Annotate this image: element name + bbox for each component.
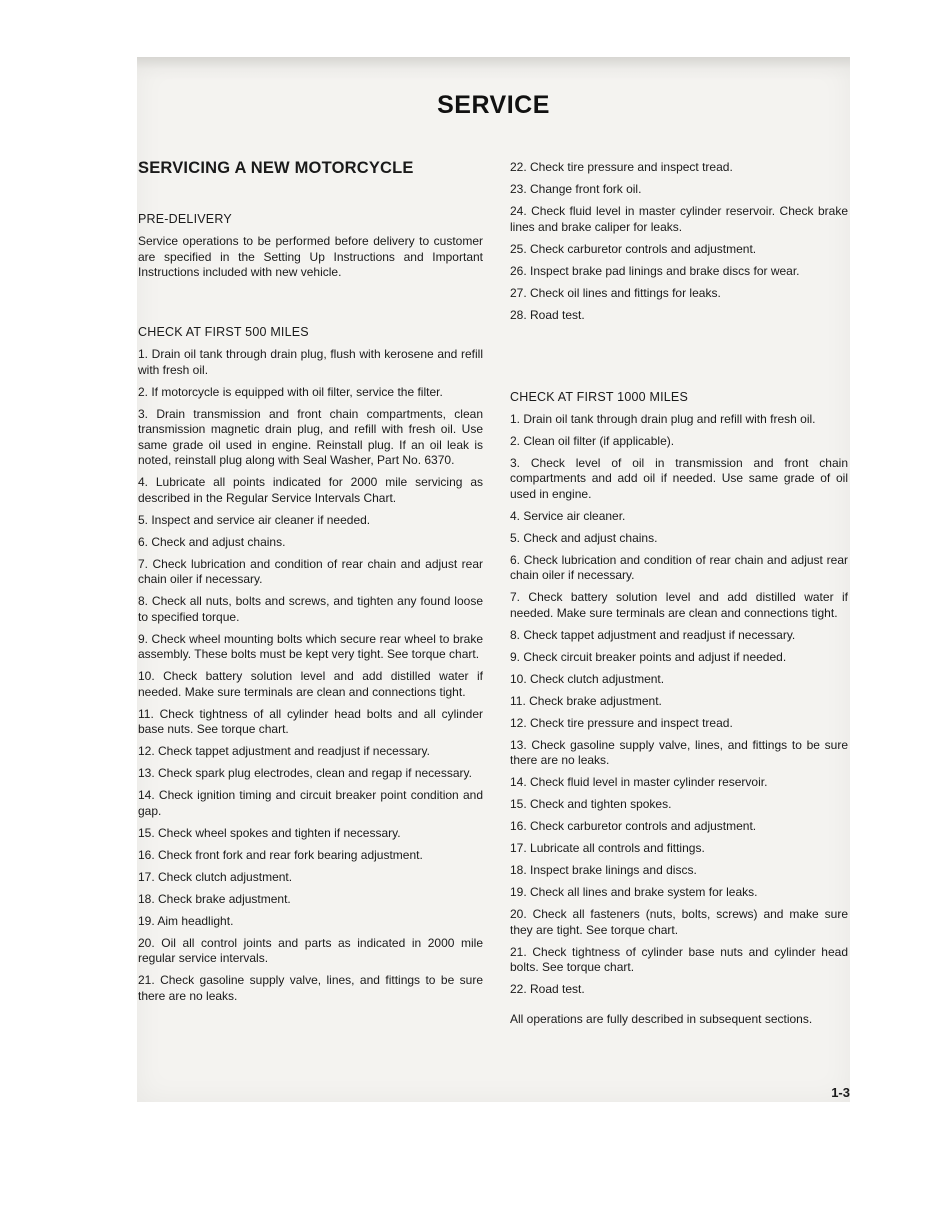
list-item: 19. Aim headlight. (138, 913, 234, 928)
list-item: 20. Oil all control joints and parts as indicated in 2000 mile regular service intervals. (138, 935, 483, 965)
list-item: 28. Road test. (510, 307, 585, 322)
list-item: 9. Check wheel mounting bolts which secure rear wheel to brake assembly. These bolts must be kept very tight. See torque chart. (138, 631, 483, 661)
list-item: 15. Check and tighten spokes. (510, 797, 672, 811)
list-item: 2. Clean oil filter (if applicable). (510, 433, 675, 448)
list-item: 27. Check oil lines and fittings for leaks. (510, 285, 721, 300)
list-item: 1. Drain oil tank through drain plug and refill with fresh oil. (510, 411, 816, 426)
list-item: 21. Check gasoline supply valve, lines, and fittings to be sure there are no leaks. (138, 973, 483, 1003)
list-item: 18. Check brake adjustment. (138, 891, 291, 906)
list-item: 9. Check circuit breaker points and adjust if needed. (510, 649, 787, 664)
list-item: 17. Lubricate all controls and fittings. (510, 841, 705, 855)
list-item: 19. Check all lines and brake system for leaks. (510, 885, 758, 899)
list-item: 7. Check battery solution level and add distilled water if needed. Make sure terminals are clean and connections tight. (510, 590, 848, 620)
list-item: 18. Inspect brake linings and discs. (510, 863, 697, 877)
list-item: 3. Drain transmission and front chain compartments, clean transmission magnetic drain plug, and refill with fresh oil. Use same grade oil used in engine. Reinstall plug. If an oil leak is noted, reinstall plug along with Seal Washer, Part No. 6370. (138, 406, 483, 467)
list-item: 13. Check gasoline supply valve, lines, and fittings to be sure there are no leaks. (510, 737, 848, 767)
list-item: 8. Check all nuts, bolts and screws, and tighten any found loose to specified torque. (138, 594, 483, 624)
list-item: 7. Check lubrication and condition of rear chain and adjust rear chain oiler if necessary. (138, 556, 483, 586)
list-item: 6. Check and adjust chains. (138, 534, 286, 549)
pre-delivery-heading: PRE-DELIVERY (138, 212, 232, 226)
list-item: 26. Inspect brake pad linings and brake discs for wear. (510, 263, 800, 278)
page-number: 1-3 (831, 1085, 850, 1100)
list-item: 13. Check spark plug electrodes, clean and regap if necessary. (138, 766, 472, 780)
list-item: 10. Check battery solution level and add distilled water if needed. Make sure terminals are clean and connections tight. (138, 669, 483, 699)
list-item: 5. Check and adjust chains. (510, 530, 658, 545)
list-item: 5. Inspect and service air cleaner if needed. (138, 512, 371, 527)
section-heading: SERVICING A NEW MOTORCYCLE (138, 159, 414, 177)
list-item: 17. Check clutch adjustment. (138, 869, 293, 884)
list-item: 15. Check wheel spokes and tighten if necessary. (138, 825, 401, 840)
list-item: 16. Check front fork and rear fork bearing adjustment. (138, 847, 423, 862)
list-item: 2. If motorcycle is equipped with oil filter, service the filter. (138, 384, 443, 399)
list-item: 3. Check level of oil in transmission and front chain compartments and add oil if needed. Use same grade of oil used in engine. (510, 455, 848, 501)
list-item: 11. Check brake adjustment. (510, 693, 662, 708)
list-item: 22. Road test. (510, 982, 585, 996)
closing-note: All operations are fully described in subsequent sections. (510, 1011, 813, 1026)
scan-edge-shadow (137, 57, 850, 81)
list-item: 4. Lubricate all points indicated for 2000 mile servicing as described in the Regular Service Intervals Chart. (138, 475, 483, 505)
list-item: 22. Check tire pressure and inspect tread. (510, 160, 733, 174)
first-500-heading: CHECK AT FIRST 500 MILES (138, 325, 309, 339)
list-item: 14. Check ignition timing and circuit breaker point condition and gap. (138, 788, 483, 818)
page-title: SERVICE (437, 91, 550, 119)
list-item: 23. Change front fork oil. (510, 182, 642, 196)
list-item: 21. Check tightness of cylinder base nuts and cylinder head bolts. See torque chart. (510, 944, 848, 974)
list-item: 16. Check carburetor controls and adjustment. (510, 819, 757, 833)
list-item: 12. Check tire pressure and inspect tread. (510, 715, 733, 730)
list-item: 20. Check all fasteners (nuts, bolts, screws) and make sure they are tight. See torque chart. (510, 907, 848, 937)
list-item: 24. Check fluid level in master cylinder reservoir. Check brake lines and brake caliper for leaks. (510, 204, 848, 234)
list-item: 11. Check tightness of all cylinder head bolts and all cylinder base nuts. See torque chart. (138, 706, 483, 736)
list-item: 10. Check clutch adjustment. (510, 671, 665, 686)
pre-delivery-text: Service operations to be performed before delivery to customer are specified in the Setting Up Instructions and Important Instructions included with new vehicle. (138, 234, 483, 279)
right-column (510, 160, 848, 1034)
scanned-page (137, 57, 850, 1102)
list-item: 8. Check tappet adjustment and readjust if necessary. (510, 627, 796, 642)
list-item: 6. Check lubrication and condition of rear chain and adjust rear chain oiler if necessary. (510, 552, 848, 582)
list-item: 4. Service air cleaner. (510, 508, 626, 523)
left-column (138, 159, 483, 1011)
list-item: 1. Drain oil tank through drain plug, flush with kerosene and refill with fresh oil. (138, 347, 483, 377)
list-item: 25. Check carburetor controls and adjustment. (510, 241, 757, 256)
list-item: 14. Check fluid level in master cylinder reservoir. (510, 775, 768, 789)
first-1000-heading: CHECK AT FIRST 1000 MILES (510, 389, 688, 404)
list-item: 12. Check tappet adjustment and readjust if necessary. (138, 744, 430, 758)
